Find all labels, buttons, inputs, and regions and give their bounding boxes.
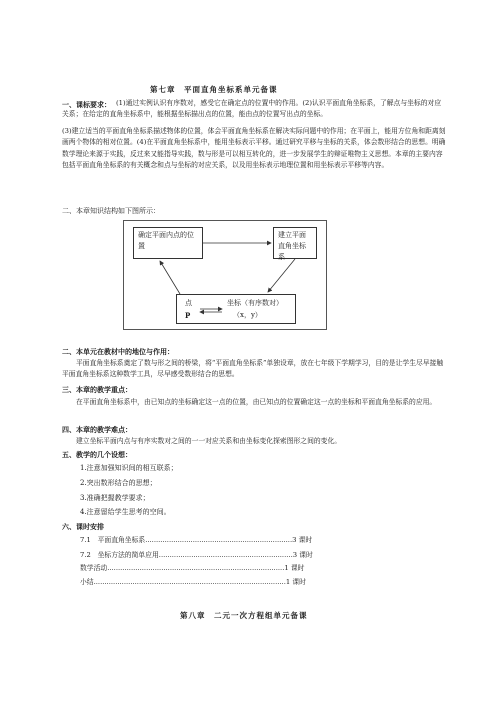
section6-heading: 五、教学的几个设想： [62, 450, 132, 459]
section1-paragraph1: (1)通过实例认识有序数对，感受它在确定点的位置中的作用。(2)认识平面直角坐标系，了解点与坐标的对应关系；在给定的直角坐标系中，能根据坐标描出点的位置，能由点的位置写出点的坐标。 [62, 99, 442, 119]
diagram-point-var: P [185, 311, 191, 320]
schedule-hours: 3 课时 [292, 536, 313, 544]
schedule-label: 小结 [80, 578, 94, 586]
section6-item-4: 4.注意留给学生思考的空间。 [80, 508, 171, 516]
schedule-label: 7.2 坐标方法的简单应用 [80, 551, 159, 559]
section1-heading: 一、课标要求： [62, 100, 111, 109]
schedule-hours: 1 课时 [285, 578, 306, 586]
diagram-coordinate-var: （x，y） [233, 311, 262, 319]
diagram-box-locate-point-label: 确定平面内点的位置 [138, 231, 194, 250]
schedule-leader: ......................................................................................... [93, 578, 286, 586]
schedule-leader: .................................................................... [145, 536, 293, 544]
section7-heading: 六、课时安排 [62, 522, 104, 531]
schedule-hours: 1 课时 [284, 564, 305, 572]
diagram-box-build-coordinate-system-label: 建立平面直角坐标系 [278, 231, 306, 261]
schedule-row [80, 551, 313, 560]
section5-heading: 四、本章的教学难点： [62, 425, 132, 434]
section5-paragraph: 建立坐标平面内点与有序实数对之间的一一对应关系和由坐标变化探索图形之间的变化。 [76, 437, 342, 445]
schedule-leader: .............................................................. [158, 551, 293, 559]
section1-paragraph2: (3)建立适当的平面直角坐标系描述物体的位置，体会平面直角坐标系在解决实际问题中的作用；在平面上，能用方位角和距离刻画两个物体的相对位置。(4)在平面直角坐标系中，能用坐标表示平移。通过研究平移与坐标的关系，体会数形结合的思想。明确数学理论来源于实践，反过来又能指导实践，数与形是可以相互转化的，进一步发展学生的辩证唯物主义思想。本章的主要内容包括平面直角坐标系的有关概念和点与坐标的对应关系，以及用坐标表示地理位置和用坐标表示平移等内容。 [62, 127, 446, 170]
schedule-hours: 3 课时 [292, 551, 313, 559]
schedule-leader: .................................................................................. [107, 564, 285, 572]
section4-heading: 三、本章的教学重点： [62, 385, 132, 394]
section2-heading: 二、本章知识结构如下图所示： [62, 207, 160, 215]
arrow-up-left [160, 261, 180, 294]
chapter7-title: 第七章 平面直角坐标系单元备课 [150, 85, 278, 94]
diagram-point-label: 点 [185, 299, 192, 307]
arrow-down-left [268, 259, 295, 292]
section3-heading: 二、本单元在教材中的地位与作用： [62, 347, 174, 356]
schedule-row [80, 564, 304, 573]
section6-item-3: 3.准确把握教学要求； [80, 494, 150, 502]
section6-item-1: 1.注意加强知识间的相互联系； [80, 464, 178, 472]
schedule-row [80, 578, 306, 587]
section3-paragraph: 平面直角坐标系奠定了数与形之间的桥梁，将“平面直角坐标系”单独设章，放在七年级下学期学习，目的是让学生尽早接触平面直角坐标系这种数学工具，尽早感受数形结合的思想。 [62, 359, 444, 379]
schedule-label: 数学活动 [80, 564, 108, 572]
schedule-label: 7.1 平面直角坐标系 [80, 536, 146, 544]
schedule-row [80, 536, 312, 545]
diagram-coordinate-label: 坐标（有序数对） [227, 299, 283, 307]
section6-item-2: 2.突出数形结合的思想； [80, 479, 157, 487]
section4-paragraph: 在平面直角坐标系中，由已知点的坐标确定这一点的位置，由已知点的位置确定这一点的坐标和平面直角坐标系的应用。 [76, 398, 437, 406]
chapter8-title: 第八章 二元一次方程组单元备课 [180, 611, 308, 620]
